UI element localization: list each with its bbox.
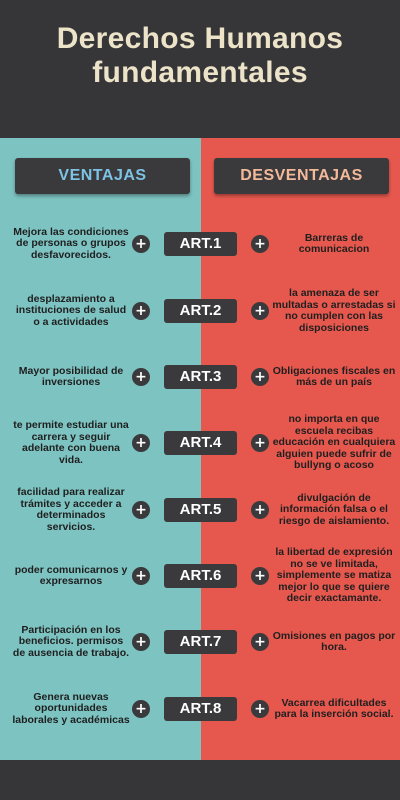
article-row-5 xyxy=(0,480,400,540)
ventaja-text: Genera nuevas oportunidades laborales y académicas xyxy=(12,690,130,726)
plus-icon: + xyxy=(132,368,150,386)
plus-icon: + xyxy=(251,633,269,651)
plus-icon: + xyxy=(132,700,150,718)
ventajas-header: VENTAJAS xyxy=(15,158,190,194)
article-badge: ART.8 xyxy=(164,697,237,721)
title-line-2: fundamentales xyxy=(92,56,308,89)
article-row-7 xyxy=(0,612,400,672)
article-badge: ART.4 xyxy=(164,431,237,455)
article-badge: ART.2 xyxy=(164,299,237,323)
header xyxy=(0,0,400,138)
desventaja-text: divulgación de información falsa o el riesgo de aislamiento. xyxy=(278,491,390,527)
plus-icon: + xyxy=(132,235,150,253)
title-line-1: Derechos Humanos xyxy=(56,22,344,55)
article-row-4 xyxy=(0,413,400,473)
ventaja-text: Mejora las condiciones de personas o grupos desfavorecidos. xyxy=(13,225,129,261)
plus-icon: + xyxy=(132,633,150,651)
desventaja-text: no importa en que escuela recibas educación en cualquiera alguien puede sufrir de bullyng o acoso xyxy=(272,413,396,472)
plus-icon: + xyxy=(132,434,150,452)
article-badge: ART.3 xyxy=(164,365,237,389)
ventaja-text: poder comunicarnos y expresarnos xyxy=(14,563,128,587)
footer xyxy=(0,760,400,800)
desventaja-text: Barreras de comunicacion xyxy=(298,231,370,255)
plus-icon: + xyxy=(251,501,269,519)
article-row-6 xyxy=(0,546,400,606)
desventaja-text: Obligaciones fiscales en más de un país xyxy=(272,364,396,388)
plus-icon: + xyxy=(251,368,269,386)
desventaja-text: Omisiones en pagos por hora. xyxy=(272,629,396,653)
plus-icon: + xyxy=(132,302,150,320)
desventaja-text: la libertad de expresión no se ve limitada, simplemente se matiza mejor lo que se quiere decir exactamante. xyxy=(275,546,393,605)
page-title xyxy=(0,22,400,90)
article-row-8 xyxy=(0,679,400,739)
plus-icon: + xyxy=(251,302,269,320)
desventaja-text: Vacarrea dificultades para la inserción social. xyxy=(274,696,394,720)
desventajas-header: DESVENTAJAS xyxy=(214,158,389,194)
article-badge: ART.7 xyxy=(164,630,237,654)
plus-icon: + xyxy=(132,567,150,585)
article-row-3 xyxy=(0,347,400,407)
plus-icon: + xyxy=(251,235,269,253)
ventaja-text: Participación en los beneficios. permisos de ausencia de trabajo. xyxy=(12,623,130,659)
desventaja-text: la amenaza de ser multadas o arrestadas si no cumplen con las disposiciones xyxy=(272,287,396,334)
ventaja-text: te permite estudiar una carrera y seguir adelante con buena vida. xyxy=(13,419,129,466)
plus-icon: + xyxy=(251,700,269,718)
article-badge: ART.6 xyxy=(164,564,237,588)
article-badge: ART.1 xyxy=(164,232,237,256)
plus-icon: + xyxy=(132,501,150,519)
article-badge: ART.5 xyxy=(164,498,237,522)
ventaja-text: desplazamiento a instituciones de salud o a actividades xyxy=(15,292,127,328)
plus-icon: + xyxy=(251,434,269,452)
plus-icon: + xyxy=(251,567,269,585)
article-row-1 xyxy=(0,214,400,274)
ventaja-text: facilidad para realizar trámites y acceder a determinados servicios. xyxy=(17,486,125,533)
article-row-2 xyxy=(0,281,400,341)
ventaja-text: Mayor posibilidad de inversiones xyxy=(18,364,124,388)
